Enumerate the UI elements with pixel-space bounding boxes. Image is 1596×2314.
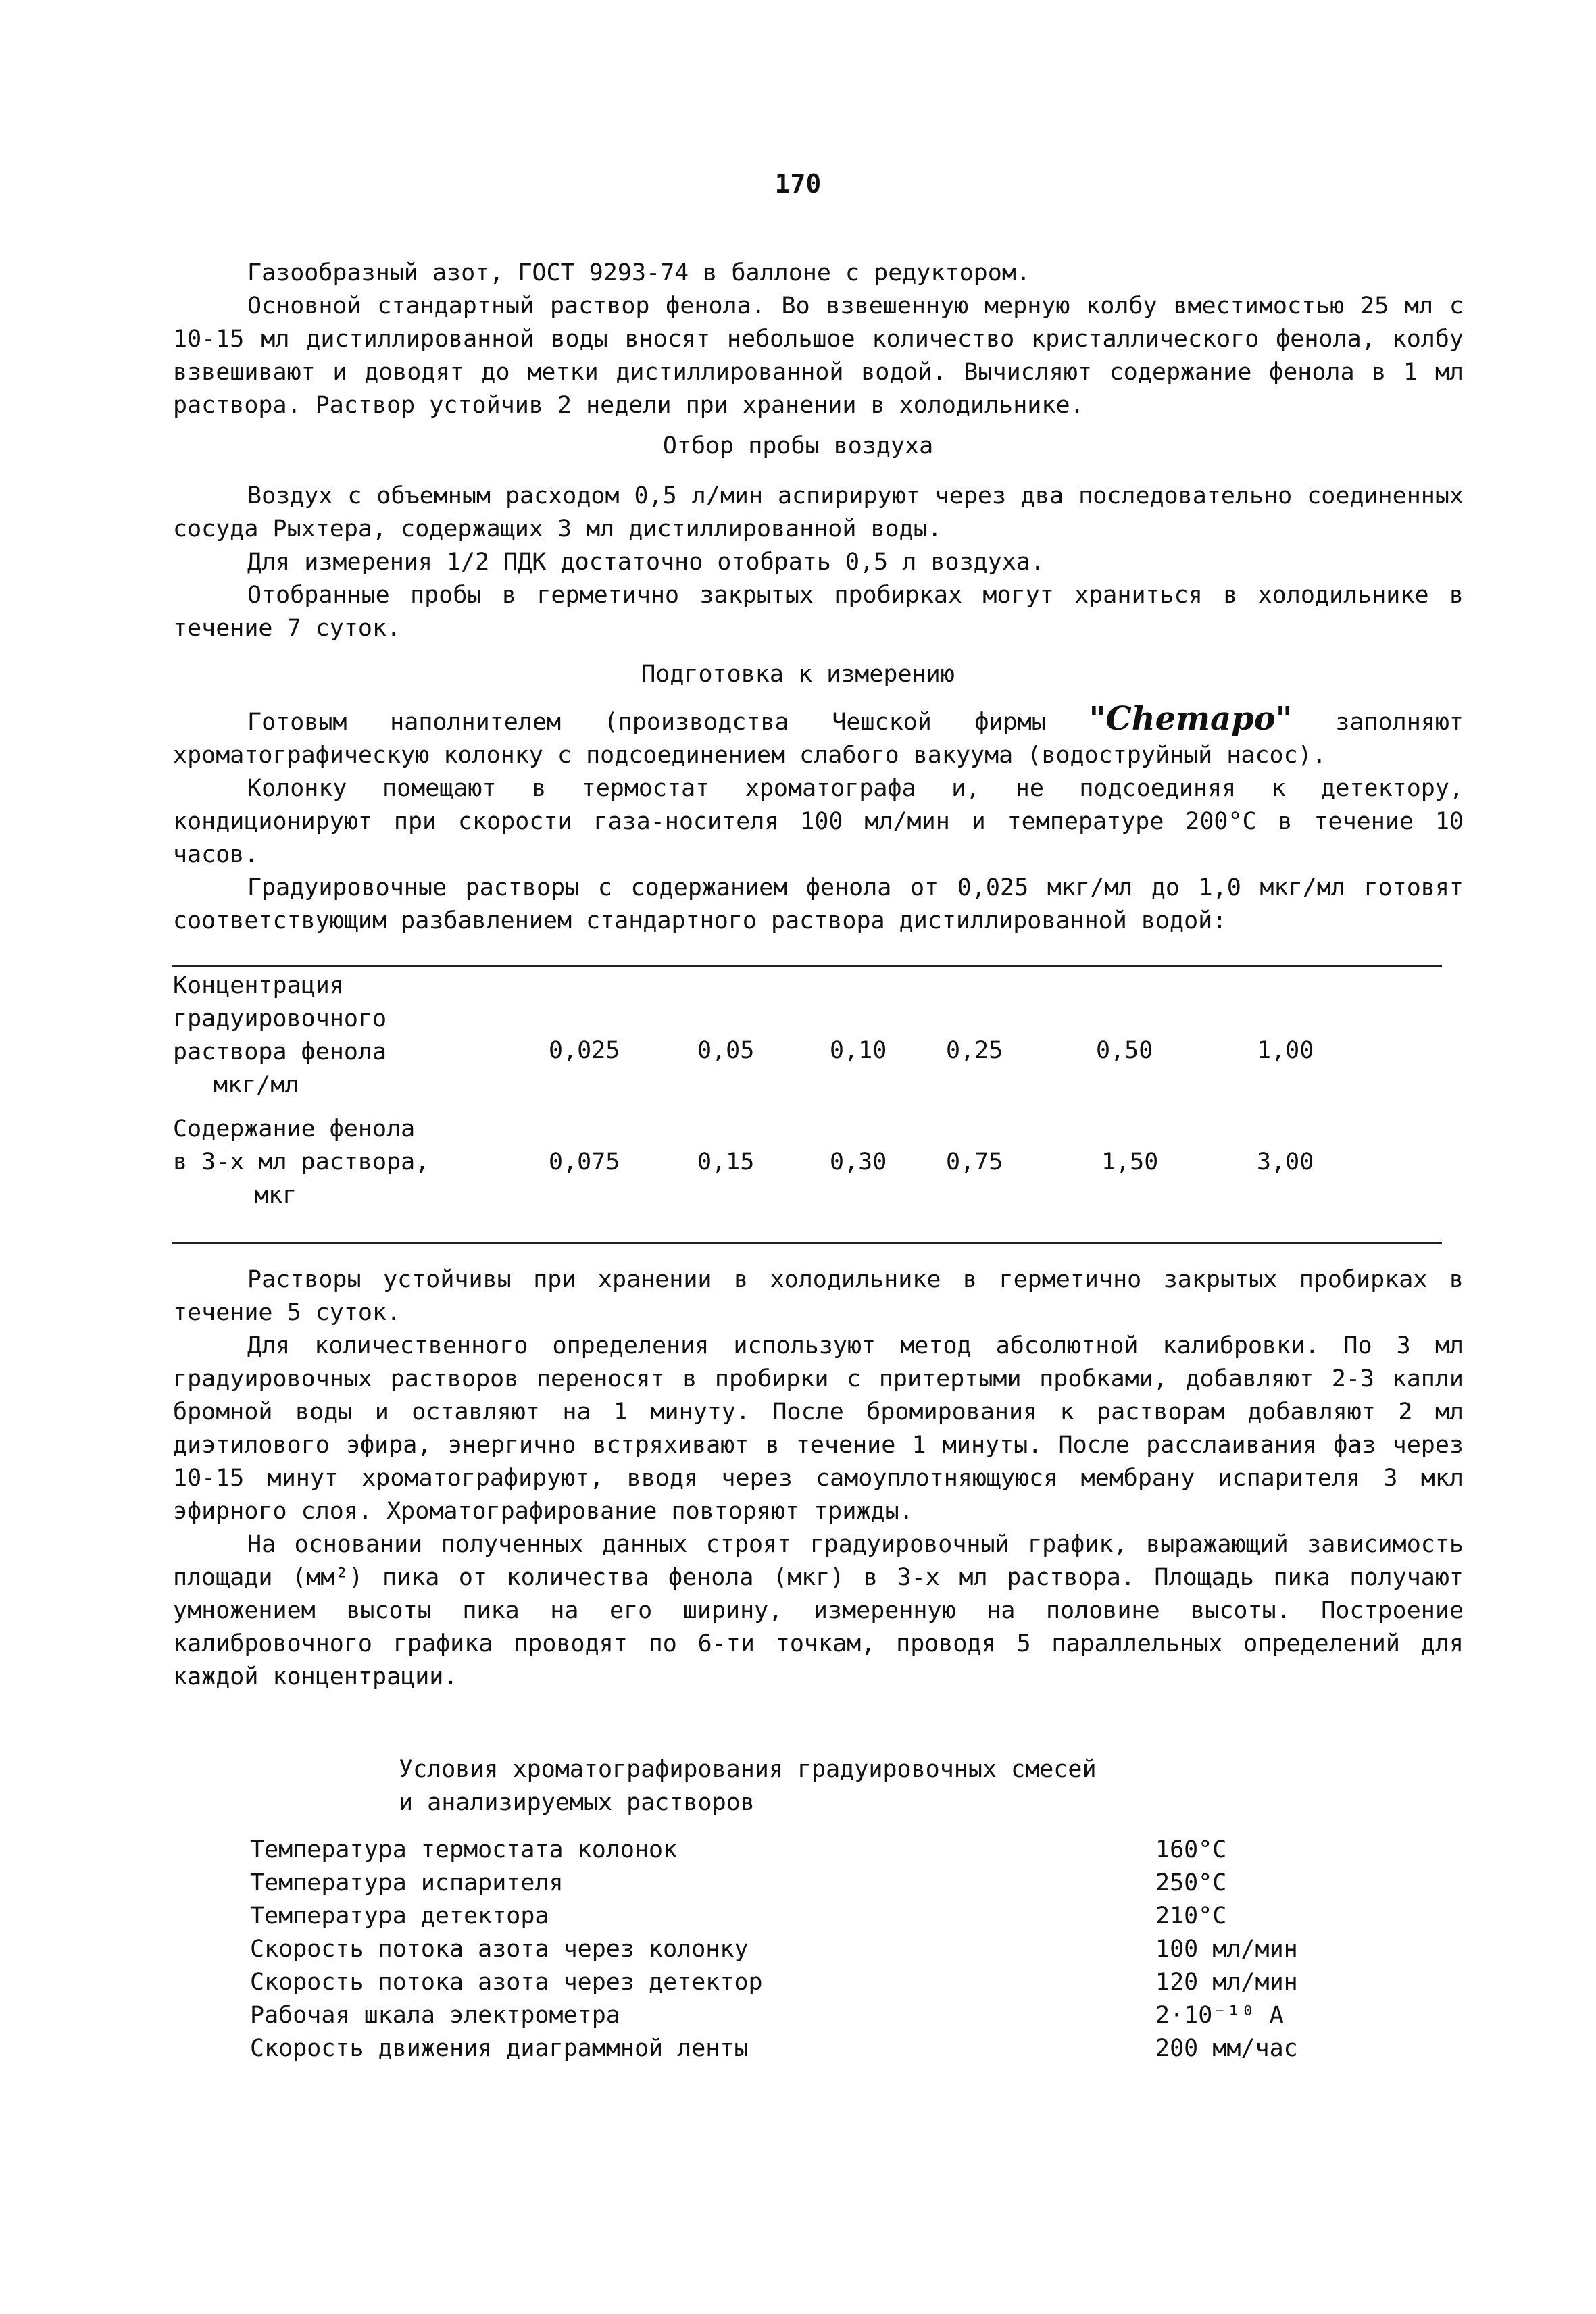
standard-solution-paragraph: Основной стандартный раствор фенола. Во взвешенную мерную колбу вместимостью 25 мл с 10-15 мл дистиллированной воды вносят небольшое количество кристаллического фенола, колбу взвешивают и доводят до метки дистиллированной водой. Вычисляют содержание фенола в 1 мл раствора. Раствор устойчив 2 недели при хранении в холодильнике.	[173, 293, 1464, 419]
label-line: раствора фенола	[173, 1038, 387, 1065]
condition-label: Температура испарителя	[250, 1869, 564, 1896]
intro-section	[173, 257, 1464, 422]
calibration-graph-paragraph: На основании полученных данных строят градуировочный график, выражающий зависимость площади (мм²) пика от количества фенола (мкг) в 3-х мл раствора. Площадь пика получают умножением высоты пика на его ширину, измеренную на половине высоты. Построение калибровочного графика проводят по 6-ти точкам, проводя 5 параллельных определений для каждой концентрации.	[173, 1531, 1464, 1690]
condition-row	[250, 1936, 1331, 1969]
table-cell: 0,10	[830, 1037, 887, 1064]
preparation-p1-after: заполняют хроматографическую колонку с подсоединением слабого вакуума (водоструйный насос).	[173, 709, 1464, 769]
label-line: градуировочного	[173, 1005, 387, 1032]
conditions-title-line-2: и анализируемых растворов	[399, 1789, 755, 1816]
preparation-paragraph-3: Градуировочные растворы с содержанием фенола от 0,025 мкг/мл до 1,0 мкг/мл готовят соответствующим разбавлением стандартного раствора дистиллированной водой:	[173, 874, 1464, 934]
table-row-2-label	[173, 1113, 457, 1212]
table-cell: 0,075	[549, 1149, 620, 1176]
table-top-rule	[172, 965, 1442, 967]
condition-row	[250, 1969, 1331, 2002]
condition-value: 250°С	[1155, 1869, 1227, 1896]
table-cell: 0,025	[549, 1037, 620, 1064]
conditions-title-line-1: Условия хроматографирования градуировочных смесей	[399, 1756, 1097, 1783]
firm-name: "Chemapo"	[1089, 700, 1293, 738]
preparation-p1-before: Готовым наполнителем (производства Чешской фирмы	[247, 709, 1089, 736]
condition-value: 2·10⁻¹⁰ А	[1155, 2002, 1284, 2029]
table-cell: 0,50	[1096, 1037, 1153, 1064]
sampling-heading: Отбор пробы воздуха	[662, 432, 934, 459]
table-cell: 0,30	[830, 1149, 887, 1176]
table-cell: 0,75	[946, 1149, 1003, 1176]
table-cell: 1,50	[1101, 1149, 1159, 1176]
sampling-paragraph-3: Отобранные пробы в герметично закрытых пробирках могут храниться в холодильнике в течение 7 суток.	[173, 582, 1464, 642]
condition-value: 210°С	[1155, 1903, 1227, 1930]
table-cell: 1,00	[1257, 1037, 1314, 1064]
preparation-paragraph-2: Колонку помещают в термостат хроматографа и, не подсоединяя к детектору, кондиционируют при скорости газа-носителя 100 мл/мин и температуре 200°С в течение 10 часов.	[173, 775, 1464, 868]
table-cell: 3,00	[1257, 1149, 1314, 1176]
table-row-1-label	[173, 970, 457, 1102]
condition-label: Скорость движения диаграммной ленты	[250, 2035, 749, 2062]
sampling-paragraph-2: Для измерения 1/2 ПДК достаточно отобрать 0,5 л воздуха.	[247, 549, 1045, 576]
sampling-paragraph-1: Воздух с объемным расходом 0,5 л/мин аспирируют через два последовательно соединенных сосуда Рыхтера, содержащих 3 мл дистиллированной воды.	[173, 482, 1464, 543]
sampling-section	[173, 480, 1464, 645]
table-cell: 0,05	[697, 1037, 755, 1064]
condition-row	[250, 2035, 1331, 2068]
gas-paragraph: Газообразный азот, ГОСТ 9293-74 в баллоне с редуктором.	[247, 259, 1030, 286]
preparation-paragraph-1	[173, 700, 1464, 772]
calibration-method-paragraph: Для количественного определения используют метод абсолютной калибровки. По 3 мл градуировочных растворов переносят в пробирки с притертыми пробками, добавляют 2-3 капли бромной воды и оставляют на 1 минуту. После бромирования к растворам добавляют 2 мл диэтилового эфира, энергично встряхивают в течение 1 минуты. После расслаивания фаз через 10-15 минут хроматографируют, вводя через самоуплотняющуюся мембрану испарителя 3 мкл эфирного слоя. Хроматографирование повторяют трижды.	[173, 1332, 1464, 1525]
condition-value: 160°С	[1155, 1836, 1227, 1863]
condition-value: 100 мл/мин	[1155, 1936, 1298, 1963]
condition-row	[250, 2002, 1331, 2035]
label-line: мкг	[254, 1182, 297, 1209]
preparation-heading: Подготовка к измерению	[641, 661, 955, 688]
label-line: Концентрация	[173, 972, 344, 999]
procedure-section	[173, 1263, 1464, 1694]
page-number: 170	[774, 169, 822, 199]
condition-label: Скорость потока азота через детектор	[250, 1969, 763, 1996]
table-bottom-rule	[172, 1242, 1442, 1244]
condition-value: 120 мл/мин	[1155, 1969, 1298, 1996]
condition-row	[250, 1903, 1331, 1936]
condition-row	[250, 1869, 1331, 1903]
condition-label: Температура термостата колонок	[250, 1836, 678, 1863]
table-cell: 0,25	[946, 1037, 1003, 1064]
storage-paragraph: Растворы устойчивы при хранении в холодильнике в герметично закрытых пробирках в течение 5 суток.	[173, 1266, 1464, 1326]
conditions-title	[399, 1753, 1277, 1819]
condition-row	[250, 1836, 1331, 1869]
label-line: мкг/мл	[214, 1072, 299, 1099]
condition-label: Скорость потока азота через колонку	[250, 1936, 749, 1963]
condition-label: Температура детектора	[250, 1903, 549, 1930]
condition-label: Рабочая шкала электрометра	[250, 2002, 620, 2029]
preparation-section	[173, 700, 1464, 938]
label-line: в 3-х мл раствора,	[173, 1149, 430, 1176]
label-line: Содержание фенола	[173, 1115, 416, 1142]
condition-value: 200 мм/час	[1155, 2035, 1298, 2062]
table-cell: 0,15	[697, 1149, 755, 1176]
